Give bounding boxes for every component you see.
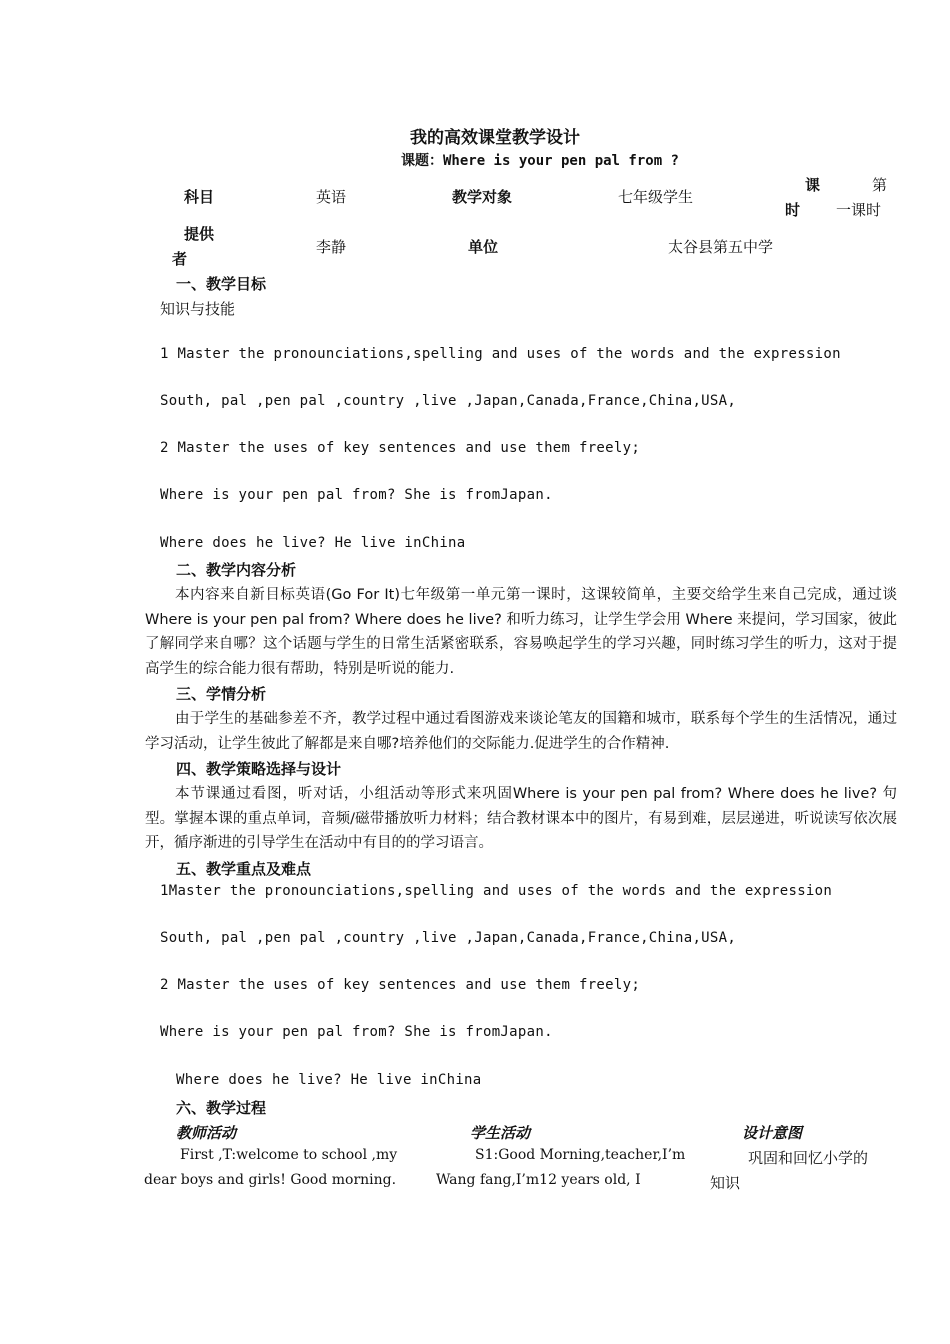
section-heading-content-analysis: 二、教学内容分析 (176, 561, 297, 579)
objective-line: 1 Master the pronounciations,spelling and uses of the words and the expression (160, 346, 841, 362)
period-label-1: 课 (805, 176, 821, 194)
column-header-teacher: 教师活动 (176, 1124, 237, 1142)
column-header-student: 学生活动 (470, 1124, 531, 1142)
column-header-intent: 设计意图 (742, 1124, 803, 1142)
section-heading-key-points: 五、教学重点及难点 (176, 860, 312, 878)
period-label-2: 时 (785, 201, 801, 219)
provider-label-1: 提供 (184, 225, 215, 243)
subject-label: 科目 (184, 188, 215, 206)
objective-line: Where is your pen pal from? She is fromJapan. (160, 487, 553, 503)
section-heading-strategy: 四、教学策略选择与设计 (176, 760, 342, 778)
key-point-line: 2 Master the uses of key sentences and use them freely; (160, 977, 641, 993)
key-point-line: Where does he live? He live inChina (176, 1072, 482, 1088)
target-value: 七年级学生 (618, 188, 694, 206)
provider-label-2: 者 (172, 250, 188, 268)
student-activity-line: S1:Good Morning,teacher,I’m (475, 1147, 686, 1163)
objective-line: South, pal ,pen pal ,country ,live ,Japan,Canada,France,China,USA, (160, 393, 737, 409)
page-title: 我的高效课堂教学设计 (410, 128, 580, 148)
unit-value: 太谷县第五中学 (668, 238, 774, 256)
design-intent-line: 巩固和回忆小学的 (748, 1149, 869, 1167)
learner-analysis-paragraph: 由于学生的基础参差不齐，教学过程中通过看图游戏来谈论笔友的国籍和城市，联系每个学生的生活情况，通过学习活动，让学生彼此了解都是来自哪?培养他们的交际能力.促进学生的合作精神. (145, 711, 897, 752)
key-point-line: South, pal ,pen pal ,country ,live ,Japan,Canada,France,China,USA, (160, 930, 737, 946)
lesson-topic: 课题：Where is your pen pal from ? (400, 153, 679, 169)
student-activity-line: Wang fang,I’m12 years old, I (436, 1172, 641, 1188)
section-heading-objectives: 一、教学目标 (176, 275, 267, 293)
section-heading-learner-analysis: 三、学情分析 (176, 685, 267, 703)
key-point-line: Where is your pen pal from? She is fromJapan. (160, 1024, 553, 1040)
subheading-knowledge-skills: 知识与技能 (160, 300, 236, 318)
provider-value: 李静 (316, 238, 347, 256)
target-label: 教学对象 (452, 188, 513, 206)
design-intent-line: 知识 (710, 1174, 741, 1192)
section-heading-process: 六、教学过程 (176, 1099, 267, 1117)
period-value-2: 一课时 (836, 201, 882, 219)
key-point-line: 1Master the pronounciations,spelling and uses of the words and the expression (160, 883, 833, 899)
teacher-activity-line: dear boys and girls! Good morning. (144, 1172, 397, 1188)
objective-line: Where does he live? He live inChina (160, 535, 466, 551)
strategy-paragraph: 本节课通过看图，听对话，小组活动等形式来巩固Where is your pen pal from? Where does he live? 句型。掌握本课的重点单词，音频/磁带播放听力材料；结合教材课本中的图片，有易到难，层层递进，听说读写依次展开，循序渐进的引导学生在活动中有目的的学习语言。 (145, 786, 897, 852)
unit-label: 单位 (468, 238, 499, 256)
objective-line: 2 Master the uses of key sentences and use them freely; (160, 440, 641, 456)
teacher-activity-line: First ,T:welcome to school ,my (180, 1147, 398, 1163)
subject-value: 英语 (316, 188, 347, 206)
content-analysis-paragraph: 本内容来自新目标英语(Go For It)七年级第一单元第一课时，这课较简单，主要交给学生来自己完成，通过谈 Where is your pen pal from? Where does he live? 和听力练习，让学生学会用 Where 来提问，学习国家，彼此了解同学来自哪？这个话题与学生的日常生活紧密联系，容易唤起学生的学习兴趣，同时练习学生的听力，这对于提高学生的综合能力很有帮助，特别是听说的能力. (145, 587, 897, 677)
period-value-1: 第 (872, 176, 888, 194)
